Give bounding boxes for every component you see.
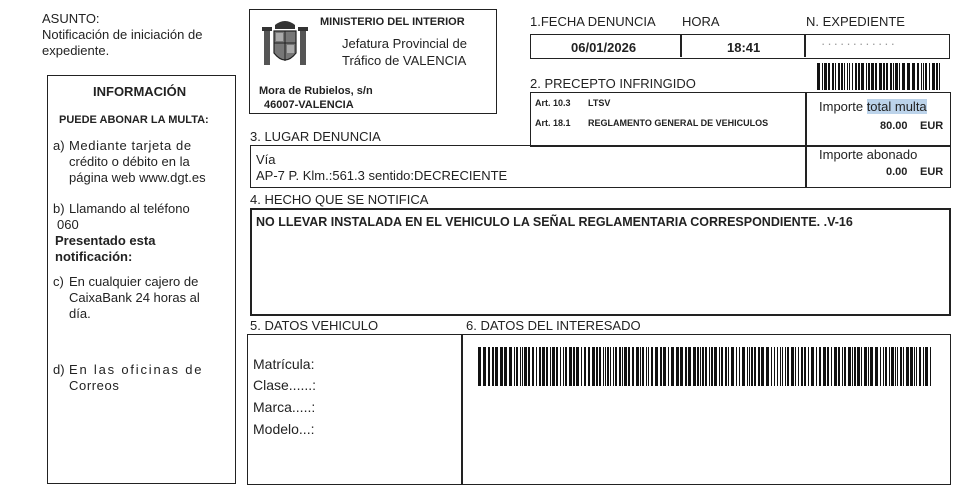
barcode-bar	[914, 347, 915, 386]
barcode-bar	[854, 347, 856, 386]
barcode-bar	[822, 63, 823, 90]
barcode-bar	[646, 347, 647, 386]
barcode-bar	[711, 347, 713, 386]
barcode-bar	[774, 347, 775, 386]
barcode-bar	[903, 347, 904, 386]
barcode-bar	[868, 63, 870, 90]
barcode-bar	[864, 347, 867, 386]
vehiculo-clase: Clase......:	[253, 377, 317, 393]
fecha-denuncia-label: 1.FECHA DENUNCIA	[530, 14, 656, 29]
barcode-bar	[761, 347, 764, 386]
barcode-bar	[520, 347, 521, 386]
barcode-bar	[560, 347, 561, 386]
info-title: INFORMACIÓN	[93, 84, 187, 99]
barcode-bar	[676, 347, 679, 386]
barcode-bar	[509, 347, 512, 386]
spain-coat-of-arms-icon	[262, 17, 308, 75]
barcode-icon	[478, 347, 933, 386]
info-item-c-line-2: CaixaBank 24 horas al	[69, 290, 200, 305]
barcode-bar	[671, 347, 674, 386]
barcode-bar	[576, 347, 579, 386]
interesado-title: 6. DATOS DEL INTERESADO	[466, 318, 641, 333]
barcode-bar	[897, 347, 898, 386]
barcode-bar	[483, 347, 486, 386]
barcode-bar	[495, 347, 498, 386]
barcode-bar	[782, 347, 783, 386]
barcode-bar	[842, 347, 843, 386]
barcode-bar	[624, 347, 627, 386]
barcode-bar	[895, 347, 896, 386]
barcode-bar	[848, 347, 851, 386]
barcode-bar	[791, 347, 794, 386]
barcode-bar	[603, 347, 604, 386]
barcode-bar	[504, 347, 507, 386]
barcode-bar	[651, 347, 653, 386]
asunto-title: ASUNTO:	[42, 11, 100, 26]
barcode-bar	[632, 347, 634, 386]
ministry-office-line-1: Jefatura Provincial de	[342, 36, 468, 51]
barcode-bar	[573, 347, 575, 386]
barcode-bar	[478, 347, 481, 386]
barcode-bar	[550, 347, 551, 386]
barcode-bar	[702, 347, 704, 386]
barcode-bar	[613, 347, 614, 386]
info-item-b-line-1: Llamando al teléfono	[69, 201, 190, 216]
barcode-bar	[693, 347, 696, 386]
barcode-bar	[893, 63, 894, 90]
barcode-bar	[607, 347, 609, 386]
vehiculo-marca: Marca.....:	[253, 399, 316, 415]
barcode-bar	[736, 347, 737, 386]
barcode-bar	[817, 63, 820, 90]
importe-abonado-value: 0.00	[886, 166, 908, 178]
barcode-bar	[871, 63, 874, 90]
barcode-bar	[785, 347, 786, 386]
barcode-bar	[751, 347, 753, 386]
expediente-value: ············	[821, 36, 897, 51]
barcode-bar	[728, 347, 729, 386]
barcode-bar	[725, 347, 727, 386]
barcode-bar	[668, 347, 669, 386]
barcode-bar	[907, 63, 910, 90]
vehiculo-modelo: Modelo...:	[253, 421, 315, 437]
barcode-bar	[923, 63, 924, 90]
barcode-bar	[849, 63, 850, 90]
info-item-d-line-2: Correos	[69, 378, 120, 393]
barcode-bar	[861, 347, 862, 386]
importe-total-currency: EUR	[920, 120, 944, 132]
barcode-bar	[709, 347, 710, 386]
info-item-a-line-2: crédito o débito en la	[69, 154, 190, 169]
barcode-bar	[619, 347, 621, 386]
barcode-bar	[542, 347, 545, 386]
barcode-bar	[556, 347, 558, 386]
ministry-box	[249, 9, 497, 114]
precepto-title: 2. PRECEPTO INFRINGIDO	[530, 76, 696, 91]
precepto-box	[530, 92, 807, 147]
barcode-bar	[660, 347, 662, 386]
barcode-bar	[514, 347, 515, 386]
barcode-bar	[536, 347, 537, 386]
barcode-bar	[861, 63, 864, 90]
barcode-bar	[891, 347, 894, 386]
barcode-bar	[832, 63, 834, 90]
barcode-bar	[883, 63, 885, 90]
barcode-bar	[628, 347, 630, 386]
ministry-name: MINISTERIO DEL INTERIOR	[320, 16, 465, 28]
barcode-bar	[916, 347, 917, 386]
barcode-bar	[605, 347, 606, 386]
barcode-bar	[581, 347, 582, 386]
barcode-bar	[546, 347, 548, 386]
barcode-bar	[798, 347, 799, 386]
barcode-bar	[655, 347, 658, 386]
info-presentado-line-2: notificación:	[55, 249, 133, 264]
info-item-a-letter: a)	[53, 138, 65, 153]
barcode-bar	[524, 347, 527, 386]
info-item-a-line-3: página web www.dgt.es	[69, 170, 206, 185]
barcode-bar	[552, 347, 555, 386]
barcode-bar	[844, 63, 845, 90]
barcode-bar	[870, 347, 873, 386]
barcode-bar	[766, 347, 769, 386]
barcode-bar	[910, 347, 913, 386]
barcode-bar	[883, 347, 884, 386]
barcode-bar	[841, 63, 843, 90]
barcode-bar	[754, 347, 756, 386]
fecha-value: 06/01/2026	[571, 40, 637, 55]
info-item-b-letter: b)	[53, 201, 65, 216]
barcode-bar	[886, 63, 888, 90]
barcode-bar	[721, 347, 723, 386]
barcode-bar	[685, 347, 687, 386]
barcode-bar	[516, 347, 518, 386]
barcode-bar	[811, 347, 814, 386]
barcode-bar	[739, 347, 740, 386]
expediente-label: N. EXPEDIENTE	[806, 14, 905, 29]
precepto-art-1: Art. 10.3	[535, 98, 571, 108]
barcode-bar	[899, 63, 900, 90]
info-item-d-line-1: En las oficinas de	[69, 362, 204, 377]
info-item-b-line-2: 060	[57, 217, 79, 232]
asunto-line-1: Notificación de iniciación de	[42, 27, 203, 42]
barcode-bar	[939, 63, 940, 90]
asunto-line-2: expediente.	[42, 43, 110, 58]
barcode-bar	[539, 347, 541, 386]
barcode-bar	[835, 63, 836, 90]
lugar-box	[250, 145, 807, 188]
barcode-bar	[563, 347, 564, 386]
barcode-bar	[885, 347, 887, 386]
barcode-bar	[747, 347, 748, 386]
importe-box	[805, 92, 951, 188]
barcode-bar	[663, 347, 666, 386]
barcode-bar	[866, 63, 867, 90]
vehiculo-matricula: Matrícula:	[253, 356, 315, 372]
ministry-office-line-2: Tráfico de VALENCIA	[342, 53, 467, 68]
barcode-bar	[852, 347, 853, 386]
barcode-bar	[902, 63, 905, 90]
info-item-d-letter: d)	[53, 362, 65, 377]
barcode-bar	[714, 347, 717, 386]
barcode-bar	[838, 347, 840, 386]
ministry-address-line-1: Mora de Rubielos, s/n	[259, 85, 373, 97]
barcode-bar	[816, 347, 817, 386]
barcode-bar	[890, 63, 892, 90]
barcode-bar	[777, 347, 778, 386]
barcode-bar	[912, 63, 915, 90]
barcode-bar	[700, 347, 701, 386]
precepto-desc-1: LTSV	[588, 98, 611, 108]
lugar-line-1: Vía	[256, 152, 276, 167]
barcode-bar	[880, 347, 881, 386]
barcode-bar	[925, 347, 928, 386]
ministry-address-line-2: 46007-VALENCIA	[264, 99, 354, 111]
barcode-bar	[615, 347, 617, 386]
barcode-bar	[925, 63, 927, 90]
importe-total-label: Importe total multa	[819, 99, 927, 114]
barcode-bar	[569, 347, 572, 386]
hecho-title: 4. HECHO QUE SE NOTIFICA	[250, 192, 429, 207]
barcode-bar	[532, 347, 534, 386]
barcode-bar	[828, 63, 830, 90]
barcode-bar	[929, 63, 930, 90]
barcode-bar	[932, 63, 935, 90]
importe-abonado-label: Importe abonado	[819, 147, 918, 162]
barcode-bar	[705, 347, 707, 386]
barcode-bar	[648, 347, 649, 386]
barcode-bar	[522, 347, 523, 386]
barcode-bar	[921, 63, 922, 90]
barcode-bar	[838, 63, 840, 90]
info-item-c-letter: c)	[53, 274, 64, 289]
lugar-title: 3. LUGAR DENUNCIA	[250, 129, 381, 144]
barcode-bar	[697, 347, 699, 386]
barcode-bar	[640, 347, 641, 386]
barcode-bar	[875, 347, 878, 386]
info-presentado-line-1: Presentado esta	[55, 233, 156, 248]
hora-label: HORA	[682, 14, 720, 29]
barcode-bar	[917, 63, 919, 90]
barcode-bar	[906, 347, 909, 386]
hecho-text: NO LLEVAR INSTALADA EN EL VEHICULO LA SEÑAL REGLAMENTARIA CORRESPONDIENTE. .V-16	[256, 215, 853, 229]
barcode-bar	[492, 347, 494, 386]
hecho-box	[250, 208, 951, 316]
barcode-bar	[642, 347, 644, 386]
barcode-bar	[857, 347, 860, 386]
denuncia-row	[530, 34, 950, 59]
barcode-icon	[817, 63, 941, 90]
barcode-bar	[852, 63, 853, 90]
precepto-desc-2: REGLAMENTO GENERAL DE VEHICULOS	[588, 118, 769, 128]
interesado-barcode	[478, 347, 933, 386]
barcode-bar	[680, 347, 683, 386]
barcode-bar	[923, 347, 924, 386]
barcode-bar	[868, 347, 869, 386]
precepto-art-2: Art. 18.1	[535, 118, 571, 128]
barcode-bar	[875, 63, 877, 90]
barcode-bar	[528, 347, 530, 386]
barcode-bar	[622, 347, 623, 386]
barcode-bar	[834, 347, 837, 386]
importe-abonado-currency: EUR	[920, 166, 944, 178]
barcode-bar	[936, 63, 938, 90]
barcode-bar	[500, 347, 503, 386]
info-subtitle: PUEDE ABONAR LA MULTA:	[59, 114, 209, 126]
vehiculo-title: 5. DATOS VEHICULO	[250, 318, 379, 333]
barcode-bar	[636, 347, 639, 386]
barcode-bar	[787, 347, 789, 386]
info-item-c-line-3: día.	[69, 306, 91, 321]
barcode-bar	[758, 347, 760, 386]
barcode-bar	[795, 347, 796, 386]
barcode-bar	[895, 63, 898, 90]
barcode-bar	[592, 347, 595, 386]
barcode-bar	[858, 63, 860, 90]
barcode-bar	[596, 347, 598, 386]
importe-total-value: 80.00	[880, 120, 908, 132]
barcode-bar	[599, 347, 601, 386]
barcode-bar	[827, 347, 829, 386]
barcode-bar	[930, 347, 931, 386]
barcode-bar	[819, 347, 821, 386]
barcode-bar	[879, 63, 882, 90]
barcode-bar	[688, 347, 691, 386]
barcode-bar	[831, 347, 832, 386]
barcode-bar	[610, 347, 611, 386]
hora-value: 18:41	[727, 40, 761, 55]
barcode-bar	[804, 347, 806, 386]
barcode-bar	[565, 347, 567, 386]
barcode-bar	[780, 347, 781, 386]
barcode-bar	[731, 347, 734, 386]
barcode-bar	[584, 347, 586, 386]
barcode-bar	[823, 347, 826, 386]
barcode-bar	[847, 63, 848, 90]
barcode-bar	[742, 347, 745, 386]
info-box	[47, 75, 236, 484]
barcode-bar	[749, 347, 750, 386]
barcode-icon	[817, 63, 941, 90]
barcode-bar	[588, 347, 590, 386]
barcode-bar	[824, 63, 827, 90]
info-item-c-line-1: En cualquier cajero de	[69, 274, 199, 289]
lugar-line-2: AP-7 P. Klm.:561.3 sentido:DECRECIENTE	[256, 168, 508, 183]
barcode-bar	[919, 347, 921, 386]
barcode-bar	[844, 347, 846, 386]
info-item-a-line-1: Mediante tarjeta de	[69, 138, 192, 153]
barcode-bar	[855, 63, 857, 90]
barcode-bar	[801, 347, 803, 386]
barcode-bar	[889, 347, 890, 386]
barcode-bar	[808, 347, 809, 386]
barcode-bar	[488, 347, 490, 386]
barcode-bar	[900, 347, 902, 386]
barcode-bar	[719, 347, 720, 386]
barcode-bar	[771, 347, 772, 386]
